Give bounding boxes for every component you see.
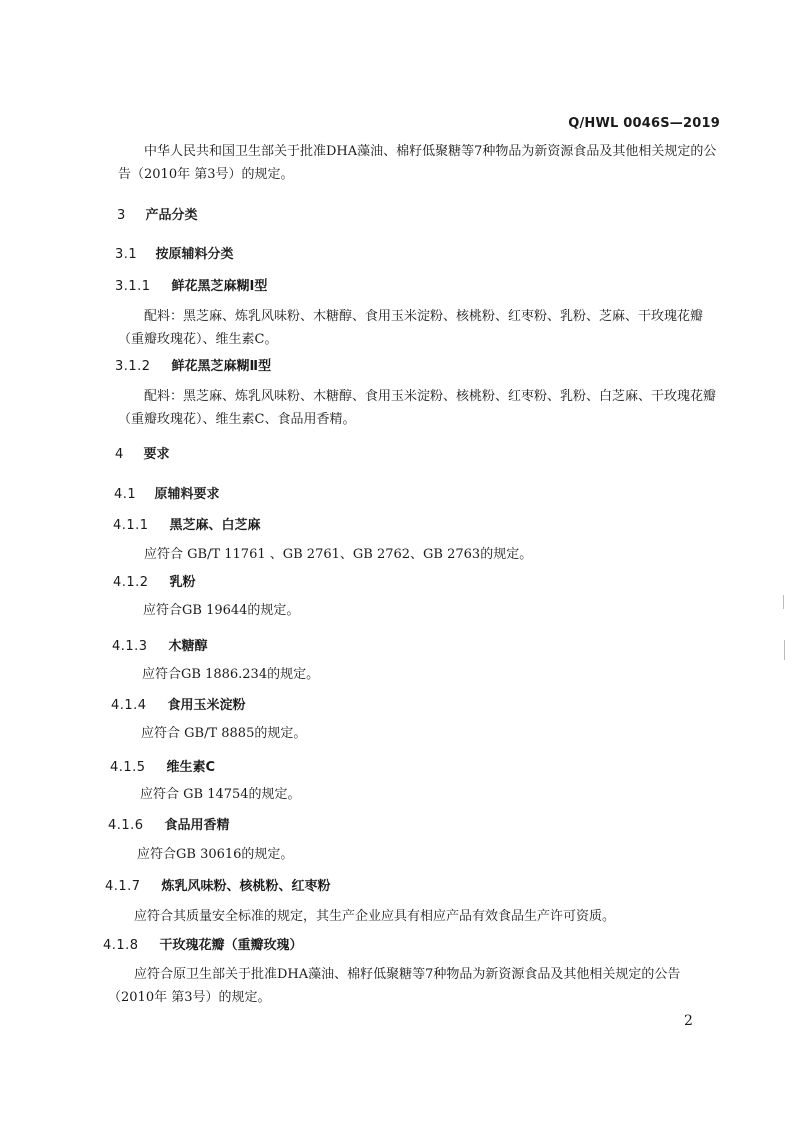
scan-mark	[784, 640, 785, 660]
section-4-1-6-heading	[108, 814, 230, 833]
section-title: 食品用香精	[164, 818, 230, 833]
section-title: 乳粉	[169, 575, 196, 590]
section-number: 3.1.1	[115, 279, 151, 294]
section-number: 4.1.3	[112, 639, 148, 654]
section-title: 要求	[143, 447, 170, 462]
section-4-1-8-text: 应符合原卫生部关于批准DHA藻油、棉籽低聚糖等7种物品为新资源食品及其他相关规定的公告（2010年 第3号）的规定。	[108, 967, 681, 1005]
section-number: 4.1.4	[111, 698, 147, 713]
scan-mark	[783, 595, 784, 609]
section-number: 4.1.6	[108, 818, 144, 833]
section-number: 3.1	[115, 247, 138, 262]
section-4-1-6-text: 应符合GB 30616的规定。	[137, 847, 294, 862]
section-3-heading	[117, 204, 198, 223]
section-title: 黑芝麻、白芝麻	[169, 518, 261, 533]
section-title: 鲜花黑芝麻糊Ⅰ型	[171, 279, 268, 294]
section-title: 食用玉米淀粉	[167, 698, 246, 713]
standard-code: Q/HWL 0046S—2019	[568, 116, 720, 131]
section-title: 鲜花黑芝麻糊Ⅱ型	[171, 359, 272, 374]
section-title: 产品分类	[145, 208, 198, 223]
section-title: 干玫瑰花瓣（重瓣玫瑰）	[159, 938, 303, 953]
section-number: 4	[115, 447, 124, 462]
section-4-1-4-heading	[111, 694, 246, 713]
section-3-1-heading	[115, 243, 234, 262]
section-4-1-7-text: 应符合其质量安全标准的规定，其生产企业应具有相应产品有效食品生产许可资质。	[134, 909, 616, 924]
section-number: 4.1.2	[113, 575, 149, 590]
section-number: 4.1.5	[110, 760, 146, 775]
section-4-1-8-heading	[103, 934, 303, 953]
section-title: 按原辅料分类	[155, 247, 234, 262]
section-4-1-3-text: 应符合GB 1886.234的规定。	[142, 667, 320, 682]
section-4-heading	[115, 443, 170, 462]
section-number: 3.1.2	[115, 359, 151, 374]
section-4-1-heading	[114, 483, 220, 502]
intro-paragraph: 中华人民共和国卫生部关于批准DHA藻油、棉籽低聚糖等7种物品为新资源食品及其他相关规定的公告（2010年 第3号）的规定。	[118, 144, 717, 182]
section-title: 炼乳风味粉、核桃粉、红枣粉	[161, 879, 331, 894]
section-3-1-2-heading	[115, 355, 271, 374]
section-4-1-3-heading	[112, 635, 208, 654]
section-number: 4.1.7	[105, 879, 141, 894]
section-4-1-5-text: 应符合 GB 14754的规定。	[140, 787, 301, 802]
section-number: 4.1.1	[113, 518, 149, 533]
section-number: 4.1	[114, 487, 137, 502]
section-4-1-7-heading	[105, 875, 331, 894]
section-4-1-1-heading	[113, 514, 261, 533]
section-4-1-5-heading	[110, 756, 215, 775]
section-number: 3	[117, 208, 126, 223]
section-4-1-4-text: 应符合 GB/T 8885的规定。	[141, 726, 307, 741]
section-title: 原辅料要求	[154, 487, 220, 502]
section-4-1-2-heading	[113, 571, 196, 590]
section-number: 4.1.8	[103, 938, 139, 953]
section-3-1-2-text: 配料：黑芝麻、炼乳风味粉、木糖醇、食用玉米淀粉、核桃粉、红枣粉、乳粉、白芝麻、干玫瑰花瓣（重瓣玫瑰花）、维生素C、食品用香精。	[118, 389, 717, 427]
page-number: 2	[684, 1013, 693, 1029]
section-title: 木糖醇	[168, 639, 208, 654]
section-3-1-1-text: 配料：黑芝麻、炼乳风味粉、木糖醇、食用玉米淀粉、核桃粉、红枣粉、乳粉、芝麻、干玫瑰花瓣（重瓣玫瑰花）、维生素C。	[118, 309, 704, 347]
section-3-1-1-heading	[115, 275, 267, 294]
section-title: 维生素C	[166, 760, 216, 775]
section-4-1-2-text: 应符合GB 19644的规定。	[143, 603, 300, 618]
section-4-1-1-text: 应符合 GB/T 11761 、GB 2761、GB 2762、GB 2763的规定。	[144, 547, 533, 562]
